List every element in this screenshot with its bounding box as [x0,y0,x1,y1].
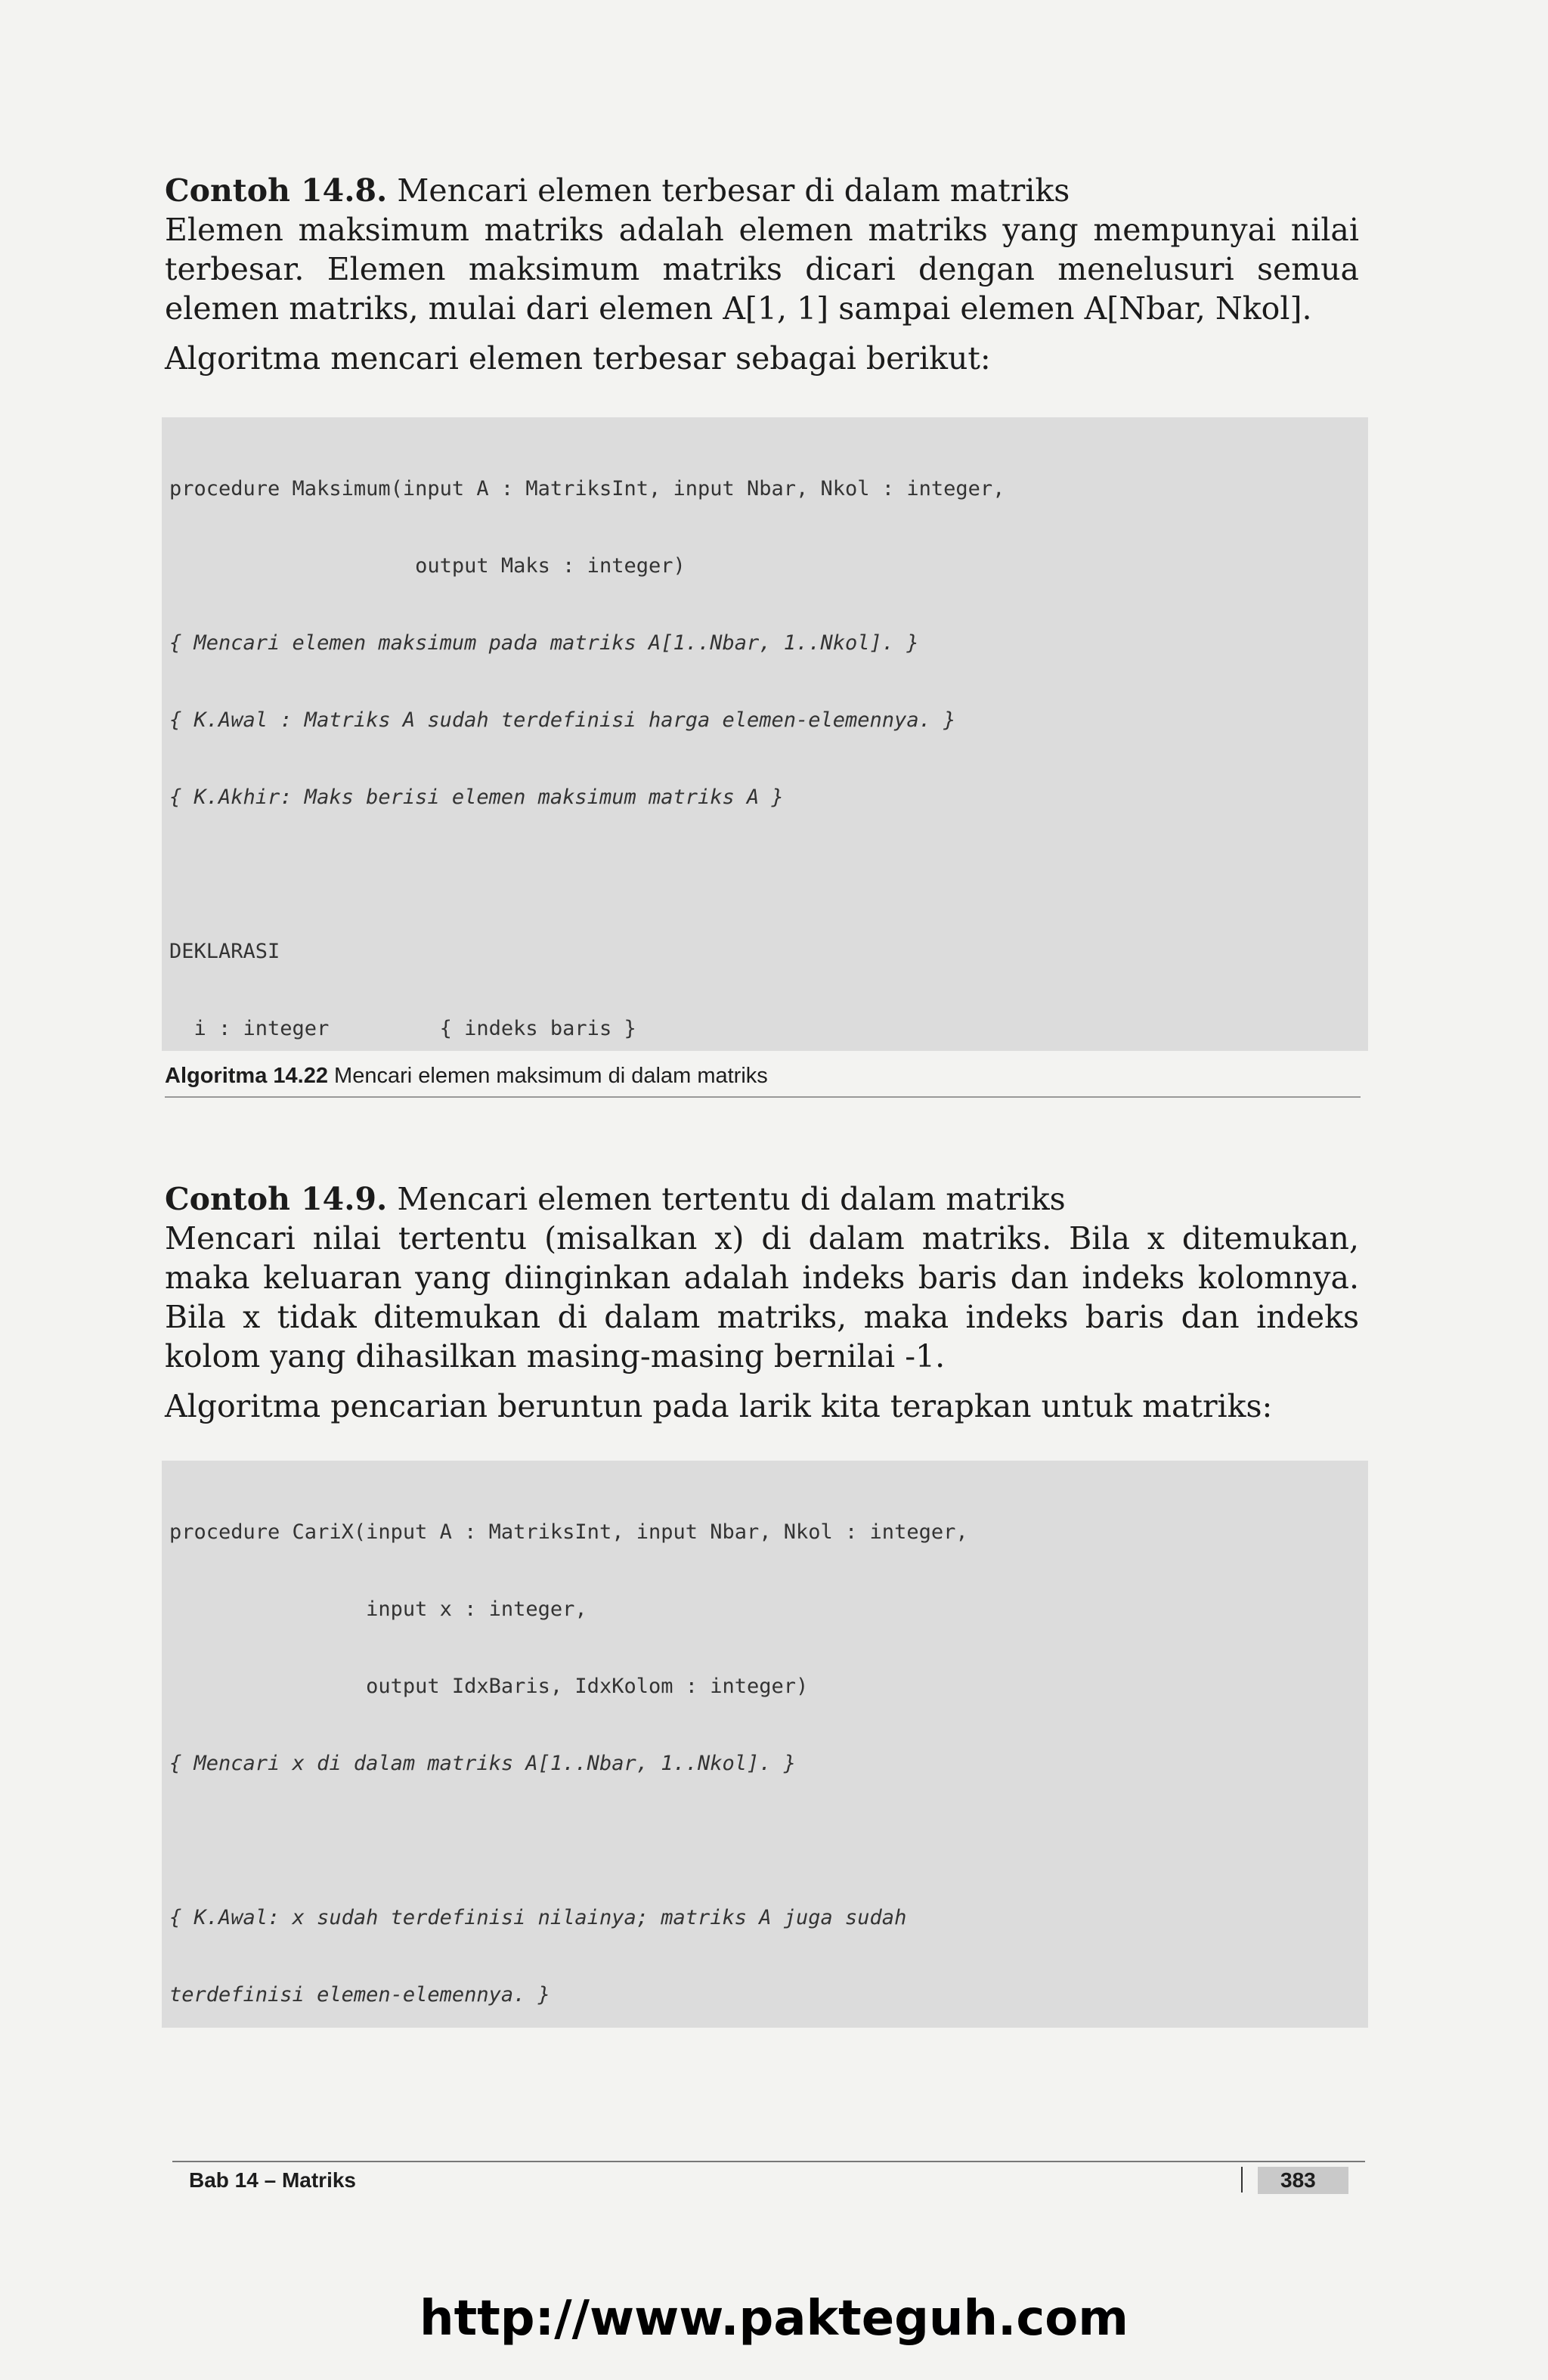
code-line: procedure Maksimum(input A : MatriksInt, input Nbar, Nkol : integer, [169,477,1005,500]
caption-text: Mencari elemen maksimum di dalam matriks [334,1064,768,1088]
algorithm-caption [165,1061,1361,1098]
algorithm-intro: Algoritma pencarian beruntun pada larik kita terapkan untuk matriks: [165,1388,1273,1424]
example-body: Mencari nilai tertentu (misalkan x) di dalam matriks. Bila x ditemukan, maka keluaran yang diinginkan adalah indeks baris dan indeks kolomnya. Bila x tidak ditemukan di dalam matriks, maka indeks baris dan indeks kolom yang dihasilkan masing-masing bernilai -1. [165,1220,1359,1374]
code-line: i : integer { indeks baris } [169,1017,636,1040]
code-comment: { K.Akhir: Maks berisi elemen maksimum matriks A } [169,786,784,809]
code-comment: { Mencari elemen maksimum pada matriks A[1..Nbar, 1..Nkol]. } [169,631,919,655]
example-title: Mencari elemen tertentu di dalam matriks [397,1181,1066,1217]
example-body: Elemen maksimum matriks adalah elemen matriks yang mempunyai nilai terbesar. Elemen maksimum matriks dicari dengan menelusuri semua elemen matriks, mulai dari elemen A[1, 1] sampai elemen A[Nbar, Nkol]. [165,212,1359,327]
example-heading [165,1179,1359,1219]
algorithm-intro: Algoritma mencari elemen terbesar sebagai berikut: [165,340,991,377]
code-line: input x : integer, [169,1598,587,1621]
example-14-8 [165,171,1359,378]
code-line: output IdxBaris, IdxKolom : integer) [169,1675,809,1698]
page-number: 383 [1258,2167,1348,2194]
code-block-maksimum [162,417,1368,1051]
code-blank-line [169,862,1368,888]
code-line: DEKLARASI [169,940,280,963]
example-number: Contoh 14.9. [165,1181,388,1217]
code-line: output Maks : integer) [169,554,686,578]
caption-label: Algoritma 14.22 [165,1064,328,1088]
code-comment: { Mencari x di dalam matriks A[1..Nbar, 1..Nkol]. } [169,1752,797,1775]
code-comment: { K.Awal : Matriks A sudah terdefinisi harga elemen-elemennya. } [169,708,956,732]
watermark-url: http://www.pakteguh.com [420,2291,1128,2347]
example-number: Contoh 14.8. [165,172,388,209]
code-comment: { K.Awal: x sudah terdefinisi nilainya; matriks A juga sudah [169,1906,907,1929]
example-14-9 [165,1179,1359,1426]
example-heading [165,171,1359,210]
footer-separator [1241,2167,1243,2193]
code-line: procedure CariX(input A : MatriksInt, input Nbar, Nkol : integer, [169,1520,968,1544]
footer-chapter: Bab 14 – Matriks [189,2168,356,2192]
example-title: Mencari elemen terbesar di dalam matriks [397,172,1070,209]
code-block-carix [162,1461,1368,2028]
code-blank-line [169,1828,1368,1854]
footer-rule [172,2161,1365,2162]
code-comment: terdefinisi elemen-elemennya. } [169,1983,550,2007]
